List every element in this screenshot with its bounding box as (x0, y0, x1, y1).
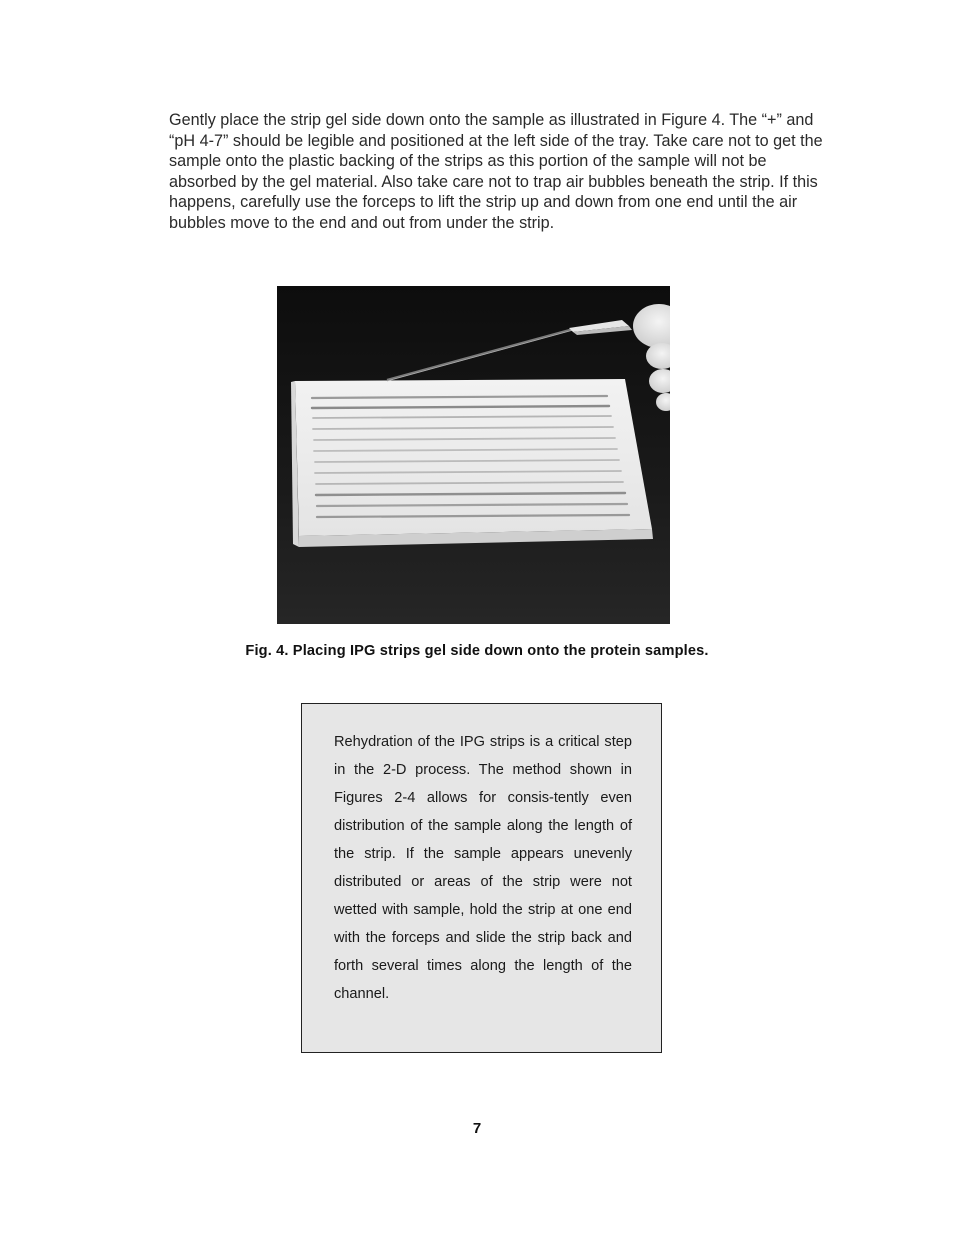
ipg-tray (291, 379, 653, 547)
page-number: 7 (472, 1120, 482, 1137)
figure-photo-ipg-tray (277, 286, 670, 624)
tray-photo-illustration (277, 286, 670, 624)
callout-box (301, 703, 662, 1053)
callout-text: Rehydration of the IPG strips is a critical step in the 2-D process. The method shown in Figures 2-4 allows for consis-tently even distribution of the sample along the length of the strip. If the sample appears unevenly distributed or areas of the strip were not wetted with sample, hold the strip at one end with the forceps and slide the strip back and forth several times along the length of the channel. (334, 734, 632, 1002)
figure-caption: Fig. 4. Placing IPG strips gel side down onto the protein samples. (245, 643, 709, 659)
body-paragraph: Gently place the strip gel side down onto the sample as illustrated in Figure 4. The “+” and “pH 4-7” should be legible and positioned at the left side of the tray. Take care not to get the sample onto the plastic backing of the strips as this portion of the sample will not be absorbed by the gel material. Also take care not to trap air bubbles beneath the strip. If this happens, carefully use the forceps to lift the strip up and down from one end until the air bubbles move to the end and out from under the strip. (169, 111, 823, 232)
